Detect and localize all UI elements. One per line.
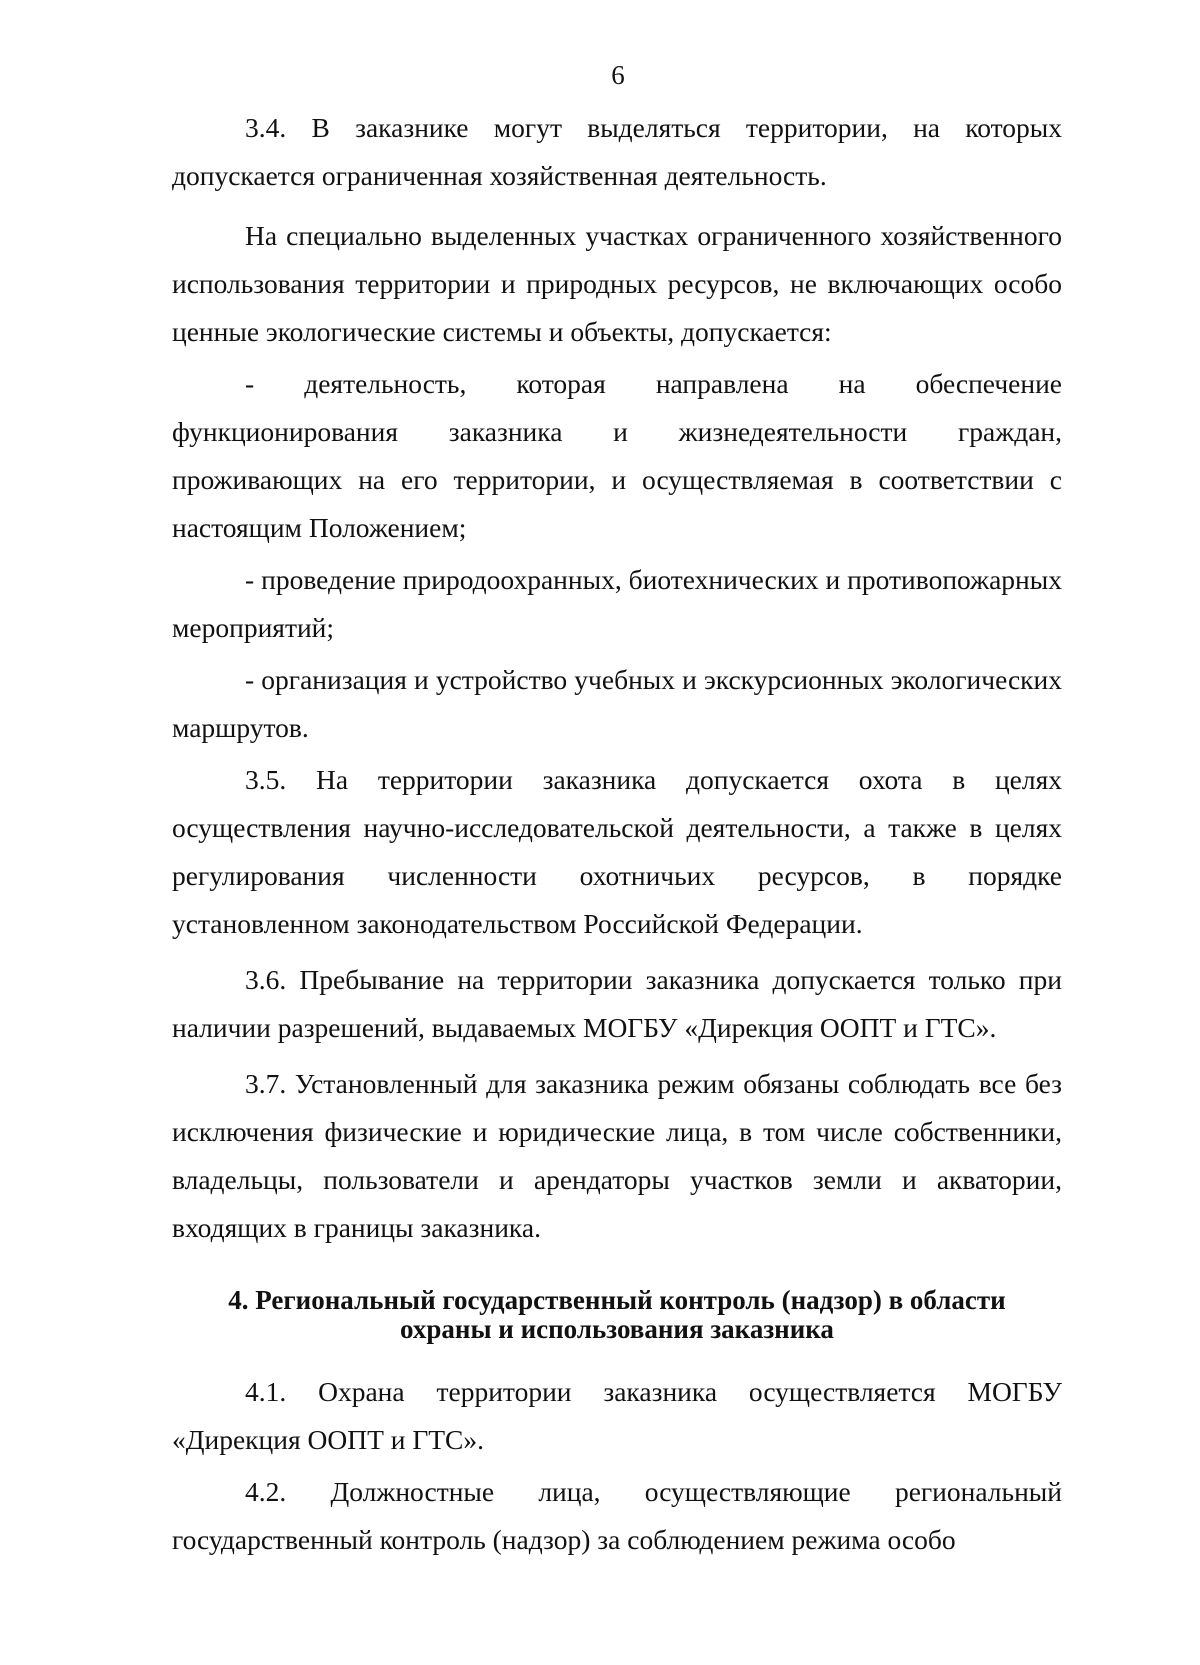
paragraph-3-7: 3.7. Установленный для заказника режим обязаны соблюдать все без исключения физические и юридические лица, в том числе собственники, владельцы, пользователи и арендаторы участков земли и акватории, входящих в границы заказника. (172, 1068, 1062, 1243)
list-item-activity: - деятельность, которая направлена на обеспечение функционирования заказника и жизнедеятельности граждан, проживающих на его территории, и осуществляемая в соответствии с настоящим Положением; (172, 368, 1062, 543)
paragraph-3-6: 3.6. Пребывание на территории заказника допускается только при наличии разрешений, выдаваемых МОГБУ «Дирекция ООПТ и ГТС». (172, 964, 1062, 1043)
paragraph-special-areas: На специально выделенных участках ограниченного хозяйственного использования территории и природных ресурсов, не включающих особо ценные экологические системы и объекты, допускается: (172, 220, 1062, 347)
section-heading (172, 1286, 1062, 1344)
document-body (172, 104, 1062, 1564)
paragraph-4-2: 4.2. Должностные лица, осуществляющие региональный государственный контроль (надзор) за соблюдением режима особо (172, 1476, 1062, 1555)
paragraph-3-4: 3.4. В заказнике могут выделяться территории, на которых допускается ограниченная хозяйственная деятельность. (172, 112, 1062, 191)
section-heading-line-1: 4. Региональный государственный контроль (надзор) в области (228, 1285, 1006, 1315)
page-number: 6 (611, 60, 625, 90)
list-item-routes: - организация и устройство учебных и экскурсионных экологических маршрутов. (172, 664, 1062, 743)
list-item-measures: - проведение природоохранных, биотехнических и противопожарных мероприятий; (172, 564, 1062, 643)
paragraph-3-5: 3.5. На территории заказника допускается охота в целях осуществления научно-исследовательской деятельности, а также в целях регулирования численности охотничьих ресурсов, в порядке установленном законодательством Российской Федерации. (172, 764, 1062, 939)
section-heading-line-2: охраны и использования заказника (400, 1314, 834, 1344)
paragraph-4-1: 4.1. Охрана территории заказника осуществляется МОГБУ «Дирекция ООПТ и ГТС». (172, 1376, 1062, 1455)
